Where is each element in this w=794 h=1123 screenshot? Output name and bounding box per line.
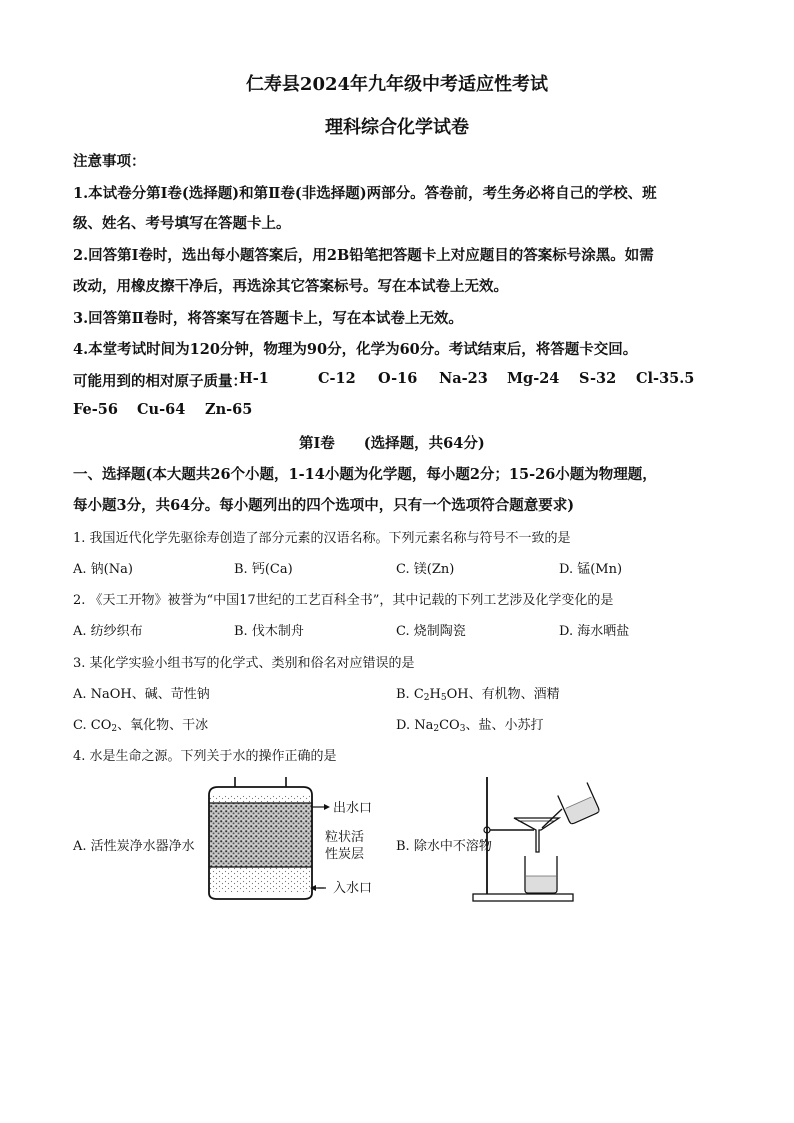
notice-item4: 4.本堂考试时间为120分钟，物理为90分，化学为60分。考试结束后，将答题卡交回。 <box>73 341 638 358</box>
exam-subtitle: 理科综合化学试卷 <box>325 117 469 138</box>
q3-option-b: B. $C_2H_5OH$、有机物、酒精 <box>396 687 560 703</box>
q4-option-b: B. 除水中不溶物 <box>396 839 492 854</box>
q1-option-c: C. 镁(Zn) <box>396 562 455 577</box>
notice-item3: 3.回答第Ⅱ卷时，将答案写在答题卡上，写在本试卷上无效。 <box>73 310 463 327</box>
q3-option-a: A. NaOH、碱、苛性钠 <box>73 687 210 702</box>
notice-item2-line2: 改动，用橡皮擦干净后，再选涂其它答案标号。写在本试卷上无效。 <box>73 278 508 295</box>
q3-option-c: C. $CO_2$、氧化物、干冰 <box>73 718 209 734</box>
instructions-line1: 一、选择题(本大题共26个小题，1-14小题为化学题，每小题2分；15-26小题为物理题， <box>73 466 657 483</box>
atomic-mass-c: C-12 <box>318 370 356 387</box>
q1-option-b: B. 钙(Ca) <box>234 562 293 577</box>
inlet-label: 入水口 <box>333 881 373 896</box>
instructions-line2: 每小题3分，共64分。每小题列出的四个选项中，只有一个选项符合题意要求) <box>73 497 575 514</box>
atomic-mass-fe: Fe-56 <box>73 401 118 418</box>
atomic-mass-h: H-1 <box>239 370 269 387</box>
q3-stem: 3. 某化学实验小组书写的化学式、类别和俗名对应错误的是 <box>73 656 415 671</box>
q2-option-b: B. 伐木制舟 <box>234 624 304 639</box>
q4-stem: 4. 水是生命之源。下列关于水的操作正确的是 <box>73 749 337 764</box>
atomic-mass-label: 可能用到的相对原子质量： <box>73 373 247 390</box>
notice-item2-line1: 2.回答第Ⅰ卷时，选出每小题答案后，用2B铅笔把答题卡上对应题目的答案标号涂黑。如需 <box>73 247 654 264</box>
atomic-mass-o: O-16 <box>378 370 418 387</box>
q3-option-d: D. $Na_2CO_3$、盐、小苏打 <box>396 718 544 734</box>
atomic-mass-zn: Zn-65 <box>205 401 253 418</box>
q2-stem: 2. 《天工开物》被誉为“中国17世纪的工艺百科全书”，其中记载的下列工艺涉及化学变化的是 <box>73 593 614 608</box>
q2-option-c: C. 烧制陶瓷 <box>396 624 466 639</box>
q1-option-a: A. 钠(Na) <box>73 562 133 577</box>
atomic-mass-s: S-32 <box>579 370 617 387</box>
q1-option-d: D. 锰(Mn) <box>559 562 623 577</box>
notice-item1-line1: 1.本试卷分第Ⅰ卷(选择题)和第Ⅱ卷(非选择题)两部分。答卷前，考生务必将自己的学校、班 <box>73 185 657 202</box>
carbon-label-2: 性炭层 <box>325 847 365 862</box>
atomic-mass-cl: Cl-35.5 <box>636 370 695 387</box>
q4-option-a: A. 活性炭净水器净水 <box>73 839 195 854</box>
water-purifier-figure <box>200 775 390 905</box>
outlet-label: 出水口 <box>333 801 373 816</box>
q2-option-d: D. 海水晒盐 <box>559 624 630 639</box>
section1-title: 第Ⅰ卷 (选择题，共64分) <box>299 435 485 452</box>
atomic-mass-mg: Mg-24 <box>507 370 560 387</box>
exam-title: 仁寿县2024年九年级中考适应性考试 <box>245 74 549 95</box>
atomic-mass-na: Na-23 <box>439 370 488 387</box>
q2-option-a: A. 纺纱织布 <box>73 624 143 639</box>
q1-stem: 1. 我国近代化学先驱徐寿创造了部分元素的汉语名称。下列元素名称与符号不一致的是 <box>73 531 571 546</box>
filtration-figure <box>470 772 610 906</box>
notice-heading: 注意事项： <box>73 153 146 170</box>
notice-item1-line2: 级、姓名、考号填写在答题卡上。 <box>73 215 291 232</box>
carbon-label-1: 粒状活 <box>325 830 365 845</box>
atomic-mass-cu: Cu-64 <box>137 401 186 418</box>
